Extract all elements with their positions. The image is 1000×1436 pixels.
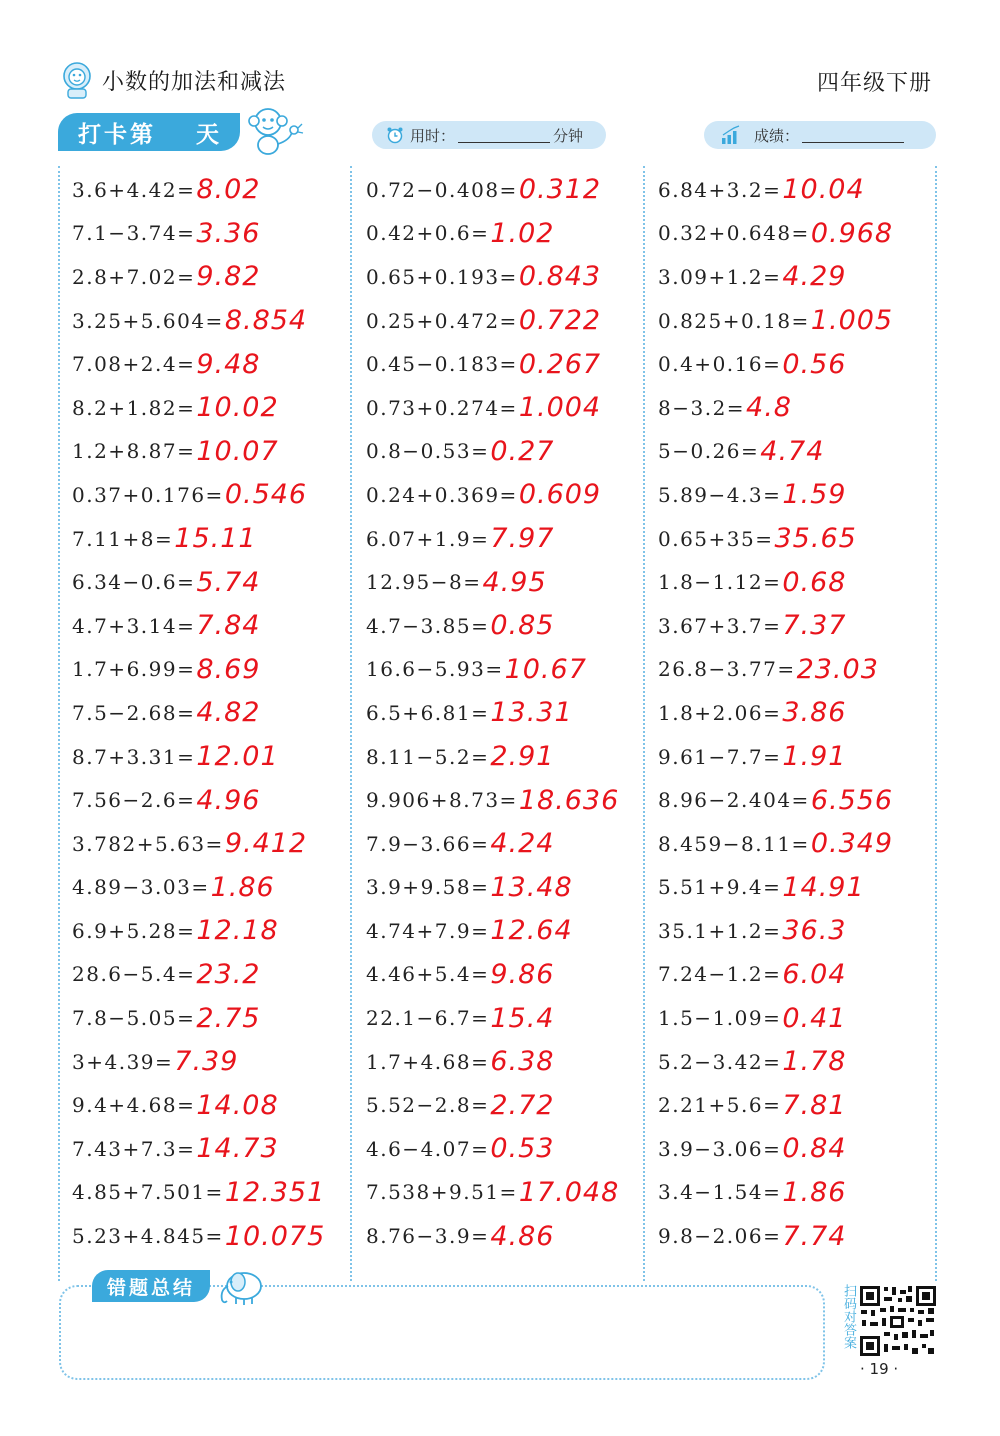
handwritten-answer: 6.04 [782, 958, 847, 990]
problem-equation: 7.8−5.05= [72, 1006, 196, 1031]
handwritten-answer: 0.27 [490, 435, 555, 467]
handwritten-answer: 15.4 [490, 1002, 555, 1034]
problem-equation: 7.43+7.3= [72, 1136, 196, 1161]
problem-item [72, 778, 325, 822]
problem-item [366, 1083, 619, 1127]
handwritten-answer: 10.04 [782, 174, 865, 206]
problem-item [366, 1040, 619, 1084]
problem-equation: 8.11−5.2= [366, 744, 490, 769]
problem-item [658, 473, 893, 517]
handwritten-answer: 4.95 [482, 566, 547, 598]
handwritten-answer: 0.84 [782, 1133, 847, 1165]
handwritten-answer: 1.86 [210, 871, 275, 903]
handwritten-answer: 10.02 [196, 392, 279, 424]
problem-item [366, 735, 619, 779]
problem-equation: 4.85+7.501= [72, 1180, 224, 1205]
problem-item [366, 1127, 619, 1171]
problem-equation: 8.2+1.82= [72, 395, 196, 420]
problem-equation: 7.24−1.2= [658, 962, 782, 987]
problem-item [366, 953, 619, 997]
score-field [704, 121, 936, 149]
problem-item [366, 342, 619, 386]
time-unit: 分钟 [553, 126, 584, 145]
handwritten-answer: 0.41 [782, 1002, 847, 1034]
handwritten-answer: 2.75 [196, 1002, 261, 1034]
problem-equation: 9.61−7.7= [658, 744, 782, 769]
problem-item [366, 255, 619, 299]
problem-item [366, 517, 619, 561]
handwritten-answer: 35.65 [774, 523, 857, 555]
problem-equation: 22.1−6.7= [366, 1006, 490, 1031]
problem-equation: 5.2−3.42= [658, 1049, 782, 1074]
handwritten-answer: 4.29 [782, 261, 847, 293]
problem-item [72, 866, 325, 910]
problem-item [72, 1083, 325, 1127]
handwritten-answer: 3.36 [196, 217, 261, 249]
problem-equation: 0.825+0.18= [658, 308, 810, 333]
problem-item [366, 778, 619, 822]
problem-item [72, 909, 325, 953]
handwritten-answer: 7.81 [782, 1089, 847, 1121]
problem-equation: 0.24+0.369= [366, 482, 518, 507]
problem-item [72, 430, 325, 474]
handwritten-answer: 15.11 [174, 523, 257, 555]
handwritten-answer: 23.03 [796, 653, 879, 685]
problem-item [658, 342, 893, 386]
problem-equation: 35.1+1.2= [658, 918, 782, 943]
handwritten-answer: 4.96 [196, 784, 261, 816]
problem-item [72, 1214, 325, 1258]
handwritten-answer: 14.08 [196, 1089, 279, 1121]
handwritten-answer: 23.2 [196, 958, 261, 990]
problem-item [658, 822, 893, 866]
qr-label: 扫码对答案 [841, 1284, 856, 1349]
problem-equation: 1.2+8.87= [72, 439, 196, 464]
handwritten-answer: 12.18 [196, 915, 279, 947]
problem-equation: 7.1−3.74= [72, 221, 196, 246]
problem-equation: 0.32+0.648= [658, 221, 810, 246]
problem-equation: 0.65+35= [658, 526, 774, 551]
column-border-left [58, 166, 60, 1281]
problem-equation: 0.72−0.408= [366, 177, 518, 202]
handwritten-answer: 13.48 [490, 871, 573, 903]
handwritten-answer: 7.37 [782, 610, 847, 642]
handwritten-answer: 1.59 [782, 479, 847, 511]
handwritten-answer: 1.91 [782, 741, 847, 773]
problem-equation: 6.5+6.81= [366, 700, 490, 725]
problem-equation: 7.56−2.6= [72, 788, 196, 813]
column-divider-1 [350, 166, 352, 1281]
handwritten-answer: 0.312 [518, 174, 602, 206]
problem-item [658, 299, 893, 343]
problem-item [658, 953, 893, 997]
problem-item [72, 1171, 325, 1215]
handwritten-answer: 6.38 [490, 1046, 555, 1078]
handwritten-answer: 17.048 [518, 1176, 620, 1208]
problem-item [366, 866, 619, 910]
problem-item [658, 1083, 893, 1127]
handwritten-answer: 10.67 [504, 653, 587, 685]
problem-item [658, 1171, 893, 1215]
handwritten-answer: 0.722 [518, 305, 602, 337]
problem-item [72, 560, 325, 604]
handwritten-answer: 6.556 [810, 784, 894, 816]
handwritten-answer: 14.73 [196, 1133, 279, 1165]
page-number: · 19 · [860, 1360, 899, 1378]
problem-item [72, 168, 325, 212]
qr-code[interactable] [858, 1284, 938, 1358]
handwritten-answer: 5.74 [196, 566, 261, 598]
handwritten-answer: 12.01 [196, 741, 279, 773]
problem-equation: 4.46+5.4= [366, 962, 490, 987]
problem-equation: 4.89−3.03= [72, 875, 210, 900]
problem-item [72, 735, 325, 779]
problem-column-1 [72, 168, 325, 1258]
problem-equation: 9.4+4.68= [72, 1093, 196, 1118]
monkey-icon [246, 104, 304, 158]
book-title: 小数的加法和减法 [102, 69, 287, 95]
problem-equation: 26.8−3.77= [658, 657, 796, 682]
time-label: 用时： [410, 126, 456, 145]
handwritten-answer: 10.075 [224, 1220, 326, 1252]
handwritten-answer: 2.72 [490, 1089, 555, 1121]
problem-item [658, 1127, 893, 1171]
problem-item [658, 560, 893, 604]
problem-item [72, 212, 325, 256]
problem-equation: 7.9−3.66= [366, 831, 490, 856]
problem-equation: 0.65+0.193= [366, 264, 518, 289]
problem-equation: 4.7+3.14= [72, 613, 196, 638]
problem-item [366, 212, 619, 256]
problem-equation: 12.95−8= [366, 570, 482, 595]
problem-item [72, 342, 325, 386]
handwritten-answer: 0.843 [518, 261, 602, 293]
handwritten-answer: 9.412 [224, 828, 308, 860]
problem-equation: 2.8+7.02= [72, 264, 196, 289]
handwritten-answer: 18.636 [518, 784, 620, 816]
problem-equation: 0.8−0.53= [366, 439, 490, 464]
handwritten-answer: 1.005 [810, 305, 894, 337]
handwritten-answer: 0.85 [490, 610, 555, 642]
problem-item [658, 604, 893, 648]
problem-item [658, 909, 893, 953]
problem-equation: 1.7+6.99= [72, 657, 196, 682]
handwritten-answer: 2.91 [490, 741, 555, 773]
problem-item [658, 648, 893, 692]
handwritten-answer: 12.351 [224, 1176, 326, 1208]
problem-item [72, 822, 325, 866]
problem-item [72, 691, 325, 735]
problem-item [658, 430, 893, 474]
lion-icon [60, 60, 94, 100]
problem-equation: 6.84+3.2= [658, 177, 782, 202]
problem-item [658, 386, 893, 430]
problem-item [658, 212, 893, 256]
problem-equation: 8.96−2.404= [658, 788, 810, 813]
problem-equation: 2.21+5.6= [658, 1093, 782, 1118]
problem-item [72, 255, 325, 299]
handwritten-answer: 0.968 [810, 217, 894, 249]
handwritten-answer: 14.91 [782, 871, 865, 903]
problem-item [658, 996, 893, 1040]
problem-item [658, 691, 893, 735]
handwritten-answer: 7.74 [782, 1220, 847, 1252]
problem-equation: 4.74+7.9= [366, 918, 490, 943]
problem-equation: 3.9+9.58= [366, 875, 490, 900]
handwritten-answer: 0.267 [518, 348, 602, 380]
elephant-icon [214, 1264, 268, 1306]
column-border-right [935, 166, 937, 1281]
handwritten-answer: 36.3 [782, 915, 847, 947]
header-left [60, 56, 286, 104]
problem-equation: 6.9+5.28= [72, 918, 196, 943]
handwritten-answer: 12.64 [490, 915, 573, 947]
score-input-line[interactable] [802, 128, 904, 143]
handwritten-answer: 10.07 [196, 435, 279, 467]
mistake-summary-title: 错题总结 [92, 1270, 210, 1302]
problem-item [72, 996, 325, 1040]
problem-equation: 7.5−2.68= [72, 700, 196, 725]
problem-item [366, 909, 619, 953]
problem-item [366, 430, 619, 474]
problem-equation: 1.5−1.09= [658, 1006, 782, 1031]
problem-equation: 8.459−8.11= [658, 831, 810, 856]
time-input-line[interactable] [458, 128, 550, 143]
problem-equation: 5.89−4.3= [658, 482, 782, 507]
problem-equation: 3.782+5.63= [72, 831, 224, 856]
problem-item [658, 517, 893, 561]
handwritten-answer: 0.68 [782, 566, 847, 598]
problem-equation: 28.6−5.4= [72, 962, 196, 987]
handwritten-answer: 8.02 [196, 174, 261, 206]
problem-equation: 3.67+3.7= [658, 613, 782, 638]
chart-icon [720, 125, 742, 145]
handwritten-answer: 1.004 [518, 392, 602, 424]
problem-equation: 5.23+4.845= [72, 1224, 224, 1249]
time-field [372, 121, 606, 149]
handwritten-answer: 9.86 [490, 958, 555, 990]
problem-item [366, 691, 619, 735]
problem-equation: 3+4.39= [72, 1049, 174, 1074]
problem-item [72, 604, 325, 648]
handwritten-answer: 9.48 [196, 348, 261, 380]
handwritten-answer: 7.84 [196, 610, 261, 642]
problem-item [366, 1171, 619, 1215]
handwritten-answer: 3.86 [782, 697, 847, 729]
problem-equation: 0.25+0.472= [366, 308, 518, 333]
handwritten-answer: 1.86 [782, 1176, 847, 1208]
problem-equation: 0.4+0.16= [658, 352, 782, 377]
problem-equation: 9.906+8.73= [366, 788, 518, 813]
problem-item [658, 168, 893, 212]
problem-item [366, 648, 619, 692]
handwritten-answer: 4.82 [196, 697, 261, 729]
handwritten-answer: 7.97 [490, 523, 555, 555]
problem-equation: 4.7−3.85= [366, 613, 490, 638]
problem-column-2 [366, 168, 619, 1258]
problem-equation: 6.07+1.9= [366, 526, 490, 551]
problem-item [366, 822, 619, 866]
problem-equation: 5.52−2.8= [366, 1093, 490, 1118]
handwritten-answer: 4.86 [490, 1220, 555, 1252]
clock-icon [386, 126, 404, 144]
problem-equation: 8−3.2= [658, 395, 746, 420]
problem-equation: 9.8−2.06= [658, 1224, 782, 1249]
problem-item [72, 517, 325, 561]
problem-item [366, 1214, 619, 1258]
problem-item [72, 1040, 325, 1084]
problem-equation: 0.45−0.183= [366, 352, 518, 377]
problem-item [658, 778, 893, 822]
handwritten-answer: 1.78 [782, 1046, 847, 1078]
problem-item [366, 299, 619, 343]
problem-item [658, 1040, 893, 1084]
problem-equation: 4.6−4.07= [366, 1136, 490, 1161]
handwritten-answer: 4.74 [760, 435, 825, 467]
handwritten-answer: 8.854 [224, 305, 308, 337]
problem-item [72, 386, 325, 430]
problem-equation: 8.7+3.31= [72, 744, 196, 769]
problem-item [658, 255, 893, 299]
problem-equation: 8.76−3.9= [366, 1224, 490, 1249]
problem-equation: 0.37+0.176= [72, 482, 224, 507]
checkin-tag [58, 113, 240, 151]
problem-item [72, 1127, 325, 1171]
problem-item [366, 560, 619, 604]
grade-label: 四年级下册 [816, 71, 932, 96]
problem-equation: 16.6−5.93= [366, 657, 504, 682]
handwritten-answer: 0.56 [782, 348, 847, 380]
problem-item [658, 735, 893, 779]
column-divider-2 [643, 166, 645, 1281]
handwritten-answer: 0.609 [518, 479, 602, 511]
problem-column-3 [658, 168, 893, 1258]
problem-equation: 3.9−3.06= [658, 1136, 782, 1161]
problem-equation: 6.34−0.6= [72, 570, 196, 595]
problem-equation: 0.42+0.6= [366, 221, 490, 246]
handwritten-answer: 13.31 [490, 697, 573, 729]
handwritten-answer: 0.349 [810, 828, 894, 860]
problem-item [72, 648, 325, 692]
problem-item [366, 168, 619, 212]
problem-equation: 3.6+4.42= [72, 177, 196, 202]
problem-equation: 3.4−1.54= [658, 1180, 782, 1205]
handwritten-answer: 0.546 [224, 479, 308, 511]
problem-equation: 1.8−1.12= [658, 570, 782, 595]
problem-equation: 7.538+9.51= [366, 1180, 518, 1205]
problem-item [72, 299, 325, 343]
problem-equation: 3.09+1.2= [658, 264, 782, 289]
handwritten-answer: 4.24 [490, 828, 555, 860]
problem-item [658, 866, 893, 910]
problem-item [72, 953, 325, 997]
problem-item [366, 996, 619, 1040]
problem-item [72, 473, 325, 517]
problem-equation: 7.11+8= [72, 526, 174, 551]
handwritten-answer: 4.8 [746, 392, 792, 424]
problem-item [366, 604, 619, 648]
score-label: 成绩： [754, 126, 800, 145]
problem-equation: 5−0.26= [658, 439, 760, 464]
handwritten-answer: 0.53 [490, 1133, 555, 1165]
checkin-suffix: 天 [196, 121, 222, 148]
problem-equation: 7.08+2.4= [72, 352, 196, 377]
problem-equation: 3.25+5.604= [72, 308, 224, 333]
checkin-prefix: 打卡第 [78, 121, 156, 148]
problem-equation: 1.8+2.06= [658, 700, 782, 725]
problem-item [366, 386, 619, 430]
problem-equation: 1.7+4.68= [366, 1049, 490, 1074]
handwritten-answer: 9.82 [196, 261, 261, 293]
handwritten-answer: 8.69 [196, 653, 261, 685]
problem-item [366, 473, 619, 517]
problem-equation: 5.51+9.4= [658, 875, 782, 900]
handwritten-answer: 1.02 [490, 217, 555, 249]
handwritten-answer: 7.39 [174, 1046, 239, 1078]
problem-item [658, 1214, 893, 1258]
problem-equation: 0.73+0.274= [366, 395, 518, 420]
